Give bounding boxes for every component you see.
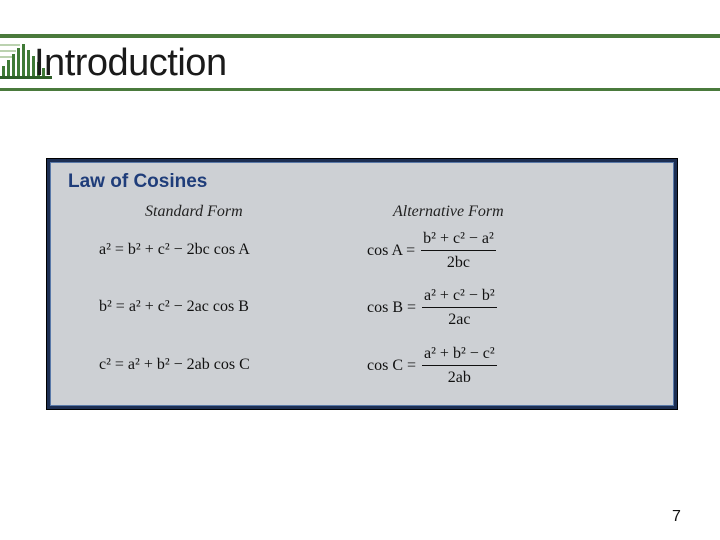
header-rule-bottom xyxy=(0,88,720,91)
standard-formula-a: a² = b² + c² − 2bc cos A xyxy=(99,241,250,258)
alternative-formula-c xyxy=(367,339,497,393)
fraction-denominator: 2bc xyxy=(446,254,471,271)
page-title: Introduction xyxy=(34,42,227,84)
fraction-numerator: a² + c² − b² xyxy=(422,287,497,308)
fraction-numerator: a² + b² − c² xyxy=(422,345,497,366)
fraction-denominator: 2ac xyxy=(448,311,471,328)
standard-formula-c: c² = a² + b² − 2ab cos C xyxy=(99,356,250,373)
alternative-formula-a xyxy=(367,224,496,278)
standard-formula-b: b² = a² + c² − 2ac cos B xyxy=(99,298,249,315)
alt-formula-lhs: cos C = xyxy=(367,357,417,374)
fraction xyxy=(422,345,497,387)
box-title: Law of Cosines xyxy=(68,171,208,192)
alt-formula-lhs: cos A = xyxy=(367,242,416,259)
fraction-denominator: 2ab xyxy=(447,369,471,386)
page-number: 7 xyxy=(672,508,681,525)
fraction xyxy=(422,287,497,329)
law-of-cosines-box xyxy=(46,158,678,410)
fraction-numerator: b² + c² − a² xyxy=(421,230,496,251)
alternative-form-header: Alternative Form xyxy=(393,203,504,220)
alt-formula-lhs: cos B = xyxy=(367,299,417,316)
standard-form-header: Standard Form xyxy=(145,203,243,220)
fraction xyxy=(421,230,496,272)
alternative-formula-b xyxy=(367,281,497,335)
